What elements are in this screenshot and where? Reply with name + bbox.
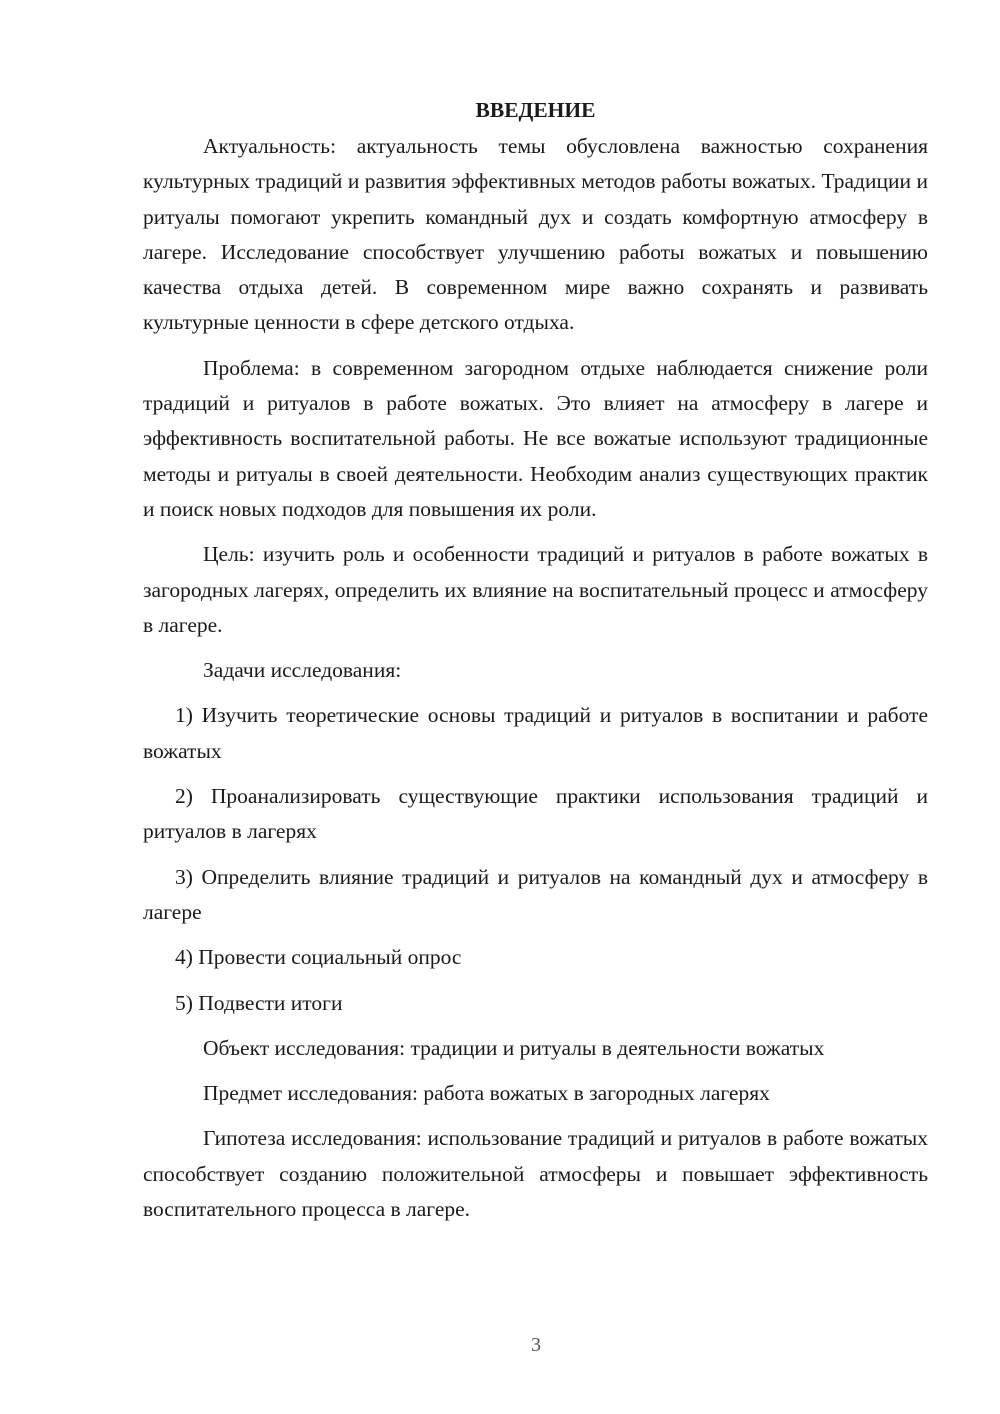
object-paragraph: Объект исследования: традиции и ритуалы в деятельности вожатых [203,1035,825,1060]
task-item-2: 2) Проанализировать существующие практики использования традиций и ритуалов в лагерях [143,784,928,844]
task-item-1: 1) Изучить теоретические основы традиций и ритуалов в воспитании и работе вожатых [143,703,928,763]
goal-paragraph: Цель: изучить роль и особенности традиций и ритуалов в работе вожатых в загородных лагерях, определить их влияние на воспитательный процесс и атмосферу в лагере. [143,542,928,637]
subject-paragraph: Предмет исследования: работа вожатых в загородных лагерях [203,1081,770,1106]
task-item-5: 5) Подвести итоги [175,990,343,1015]
problem-paragraph: Проблема: в современном загородном отдыхе наблюдается снижение роли традиций и ритуалов в работе вожатых. Это влияет на атмосферу в лагере и эффективность воспитательной работы. Не все вожатые используют традиционные методы и ритуалы в своей деятельности. Необходим анализ существующих практик и поиск новых подходов для повышения их роли. [143,355,928,521]
relevance-paragraph: Актуальность: актуальность темы обусловлена важностью сохранения культурных традиций и развития эффективных методов работы вожатых. Традиции и ритуалы помогают укрепить командный дух и создать комфортную атмосферу в лагере. Исследование способствует улучшению работы вожатых и повышению качества отдыха детей. В современном мире важно сохранять и развивать культурные ценности в сфере детского отдыха. [143,134,928,335]
tasks-title: Задачи исследования: [203,658,402,683]
page-number: 3 [531,1334,541,1356]
section-heading: ВВЕДЕНИЕ [475,98,596,122]
hypothesis-paragraph: Гипотеза исследования: использование традиций и ритуалов в работе вожатых способствует созданию положительной атмосферы и повышает эффективность воспитательного процесса в лагере. [143,1126,928,1222]
task-item-4: 4) Провести социальный опрос [175,945,462,970]
document-body [143,93,928,1237]
task-item-3: 3) Определить влияние традиций и ритуалов на командный дух и атмосферу в лагере [143,864,928,924]
